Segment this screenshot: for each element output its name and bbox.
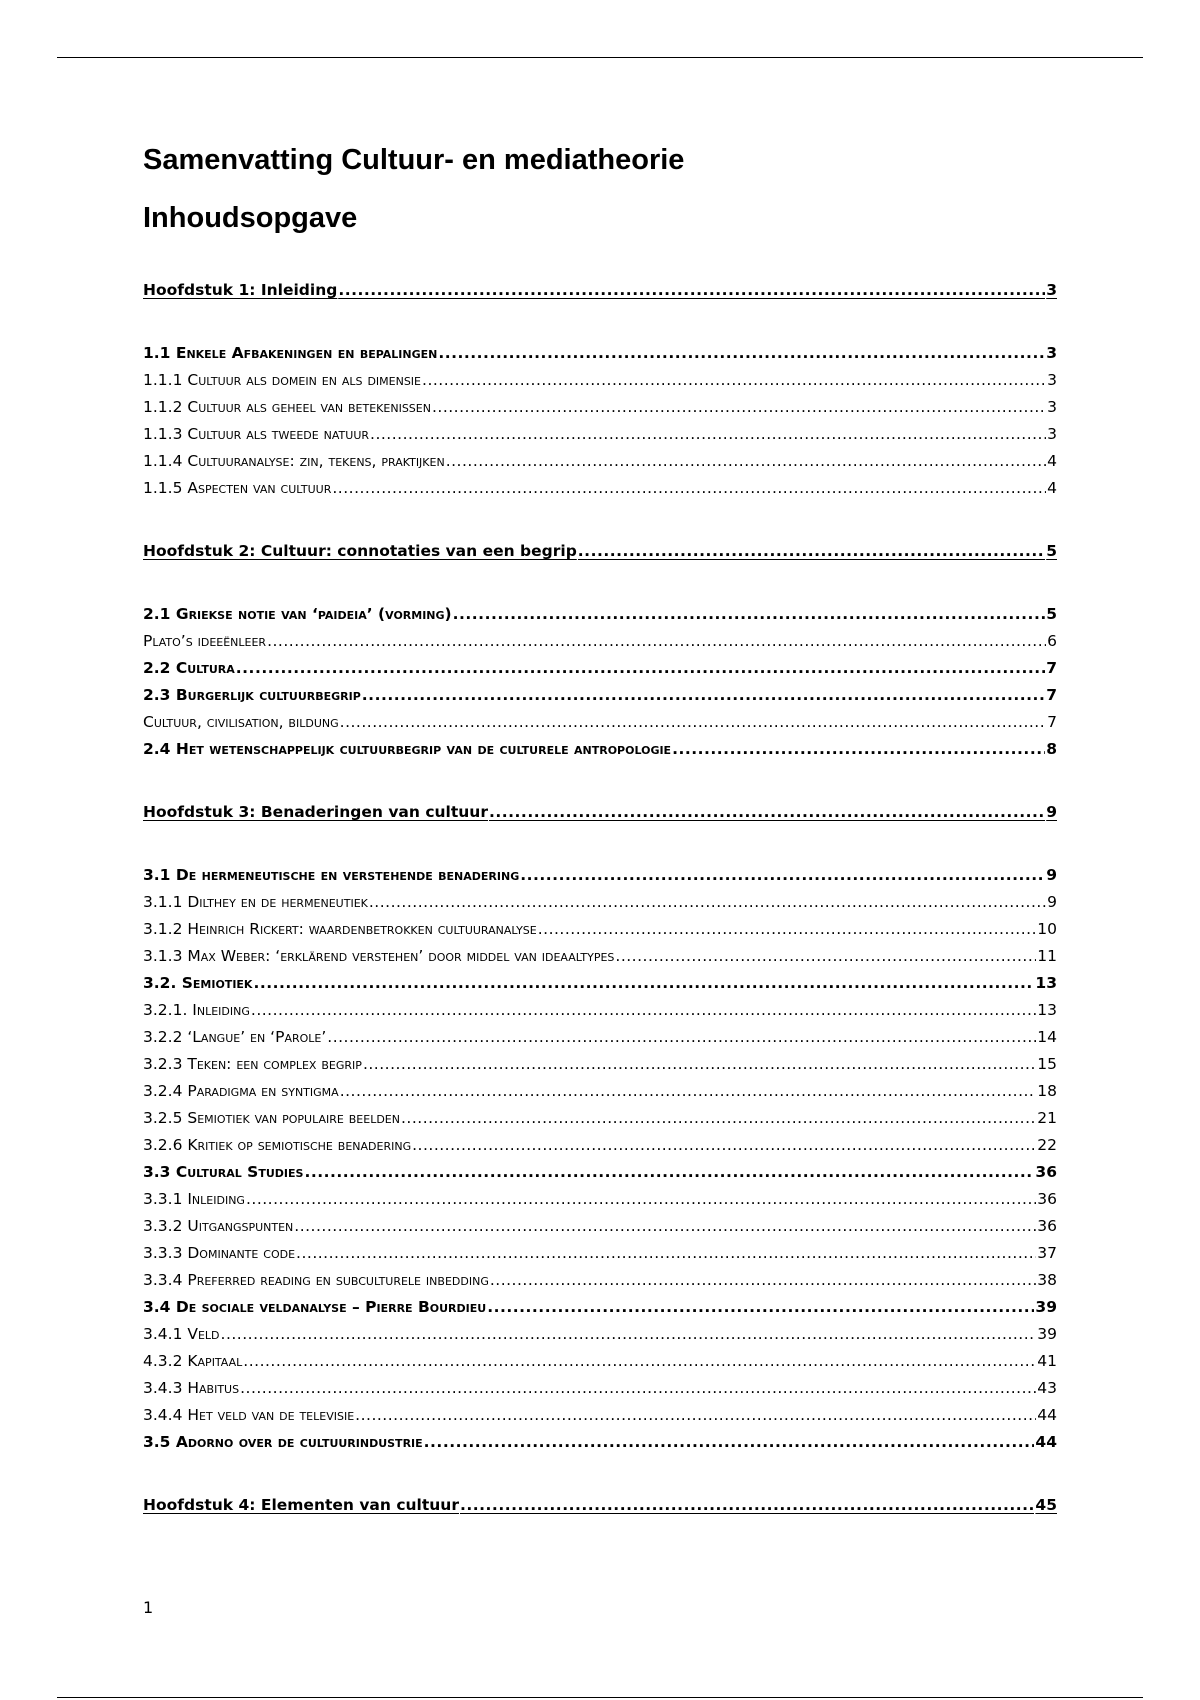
toc-leader-dots (221, 1321, 1037, 1348)
toc-subsection-entry[interactable] (143, 475, 1057, 502)
toc-entry-page: 38 (1037, 1271, 1057, 1289)
toc-entry-page: 4 (1047, 452, 1057, 470)
toc-leader-dots (615, 943, 1036, 970)
toc-subsection-entry[interactable] (143, 394, 1057, 421)
toc-subsection-entry[interactable] (143, 1402, 1057, 1429)
toc-entry-page: 15 (1037, 1055, 1057, 1073)
toc-entry-label: 3.3 Cultural Studies (143, 1163, 304, 1181)
toc-entry-label: Hoofdstuk 3: Benaderingen van cultuur (143, 803, 488, 821)
toc-leader-dots (362, 682, 1045, 709)
toc-entry-label: 3.3.2 Uitgangspunten (143, 1217, 294, 1235)
toc-entry-label: 3.2.1. Inleiding (143, 1001, 250, 1019)
toc-entry-page: 13 (1037, 1001, 1057, 1019)
toc-leader-dots (453, 601, 1046, 628)
toc-subsection-entry[interactable] (143, 1213, 1057, 1240)
toc-leader-dots (520, 862, 1045, 889)
toc-section-entry[interactable] (143, 682, 1057, 709)
toc-subsection-entry[interactable] (143, 889, 1057, 916)
toc-subsection-entry[interactable] (143, 997, 1057, 1024)
toc-entry-label: 3.5 Adorno over de cultuurindustrie (143, 1433, 423, 1451)
toc-section-entry[interactable] (143, 970, 1057, 997)
toc-leader-dots (340, 709, 1046, 736)
toc-entry-label: 3.3.1 Inleiding (143, 1190, 245, 1208)
toc-entry-label: 1.1.1 Cultuur als domein en als dimensie (143, 371, 422, 389)
toc-subsection-entry[interactable] (143, 421, 1057, 448)
toc-leader-dots (338, 277, 1045, 304)
page-number: 1 (143, 1598, 154, 1617)
toc-leader-dots (370, 421, 1046, 448)
toc-leader-dots (422, 367, 1046, 394)
toc-entry-label: Hoofdstuk 1: Inleiding (143, 281, 338, 299)
toc-leader-dots (340, 1078, 1037, 1105)
toc-subsection-entry[interactable] (143, 709, 1057, 736)
toc-entry-page: 8 (1046, 740, 1057, 758)
toc-entry-page: 36 (1035, 1163, 1057, 1181)
toc-leader-dots (432, 394, 1046, 421)
toc-section-entry[interactable] (143, 340, 1057, 367)
toc-entry-page: 36 (1037, 1217, 1057, 1235)
toc-subsection-entry[interactable] (143, 1240, 1057, 1267)
toc-entry-page: 3 (1047, 425, 1057, 443)
toc-entry-page: 3 (1046, 281, 1057, 299)
toc-entry-label: Hoofdstuk 4: Elementen van cultuur (143, 1496, 459, 1514)
toc-leader-dots (487, 1294, 1034, 1321)
toc-entry-label: 3.3.4 Preferred reading en subculturele inbedding (143, 1271, 489, 1289)
toc-entry-label: 3.4 De sociale veldanalyse – Pierre Bourdieu (143, 1298, 487, 1316)
toc-entry-page: 39 (1035, 1298, 1057, 1316)
toc-entry-label: 3.4.1 Veld (143, 1325, 220, 1343)
toc-entry-page: 7 (1047, 713, 1057, 731)
toc-leader-dots (578, 538, 1045, 565)
toc-entry-label: 3.2.5 Semiotiek van populaire beelden (143, 1109, 400, 1127)
toc-entry-page: 3 (1046, 344, 1057, 362)
toc-leader-dots (296, 1240, 1036, 1267)
toc-entry-page: 14 (1037, 1028, 1057, 1046)
toc-chapter-entry[interactable] (143, 1492, 1057, 1519)
toc-subsection-entry[interactable] (143, 448, 1057, 475)
toc-leader-dots (672, 736, 1045, 763)
toc-entry-page: 44 (1035, 1433, 1057, 1451)
top-rule (57, 57, 1143, 58)
toc-section-entry[interactable] (143, 862, 1057, 889)
toc-subsection-entry[interactable] (143, 1132, 1057, 1159)
toc-leader-dots (424, 1429, 1035, 1456)
toc-leader-dots (294, 1213, 1036, 1240)
toc-leader-dots (490, 1267, 1036, 1294)
toc-section-entry[interactable] (143, 736, 1057, 763)
toc-leader-dots (489, 799, 1045, 826)
toc-entry-page: 18 (1037, 1082, 1057, 1100)
toc-subsection-entry[interactable] (143, 943, 1057, 970)
toc-leader-dots (304, 1159, 1034, 1186)
toc-entry-label: 1.1 Enkele Afbakeningen en bepalingen (143, 344, 438, 362)
toc-leader-dots (251, 997, 1036, 1024)
toc-subsection-entry[interactable] (143, 916, 1057, 943)
toc-subsection-entry[interactable] (143, 1375, 1057, 1402)
toc-subsection-entry[interactable] (143, 1024, 1057, 1051)
toc-leader-dots (363, 1051, 1036, 1078)
toc-leader-dots (240, 1375, 1036, 1402)
toc-heading: Inhoudsopgave (143, 202, 358, 234)
toc-entry-page: 21 (1037, 1109, 1057, 1127)
toc-section-entry[interactable] (143, 601, 1057, 628)
toc-entry-page: 7 (1046, 659, 1057, 677)
toc-entry-page: 9 (1047, 893, 1057, 911)
toc-entry-label: 3.1.2 Heinrich Rickert: waardenbetrokken cultuuranalyse (143, 920, 537, 938)
toc-chapter-entry[interactable] (143, 277, 1057, 304)
toc-entry-label: 1.1.2 Cultuur als geheel van betekenissen (143, 398, 431, 416)
toc-entry-page: 43 (1037, 1379, 1057, 1397)
toc-entry-page: 9 (1046, 803, 1057, 821)
toc-leader-dots (236, 655, 1045, 682)
toc-leader-dots (401, 1105, 1036, 1132)
table-of-contents (143, 277, 1057, 1519)
toc-subsection-entry[interactable] (143, 1267, 1057, 1294)
toc-entry-page: 5 (1046, 605, 1057, 623)
toc-subsection-entry[interactable] (143, 367, 1057, 394)
toc-entry-label: 3.2. Semiotiek (143, 974, 253, 992)
toc-leader-dots (460, 1492, 1034, 1519)
toc-entry-page: 22 (1037, 1136, 1057, 1154)
toc-entry-label: 3.2.6 Kritiek op semiotische benadering (143, 1136, 412, 1154)
toc-chapter-entry[interactable] (143, 538, 1057, 565)
document-title: Samenvatting Cultuur- en mediatheorie (143, 144, 685, 176)
toc-entry-label: 3.1.1 Dilthey en de hermeneutiek (143, 893, 368, 911)
toc-leader-dots (446, 448, 1046, 475)
toc-leader-dots (355, 1402, 1036, 1429)
toc-entry-label: 3.3.3 Dominante code (143, 1244, 296, 1262)
toc-entry-page: 44 (1037, 1406, 1057, 1424)
toc-leader-dots (369, 889, 1046, 916)
toc-leader-dots (267, 628, 1046, 655)
toc-leader-dots (246, 1186, 1036, 1213)
toc-entry-label: Hoofdstuk 2: Cultuur: connotaties van een begrip (143, 542, 577, 560)
toc-entry-label: 1.1.5 Aspecten van cultuur (143, 479, 332, 497)
toc-entry-label: 2.1 Griekse notie van ‘paideia’ (vorming) (143, 605, 452, 623)
toc-entry-page: 37 (1037, 1244, 1057, 1262)
toc-section-entry[interactable] (143, 655, 1057, 682)
toc-entry-label: Cultuur, civilisation, bildung (143, 713, 339, 731)
toc-entry-label: Plato’s ideeënleer (143, 632, 267, 650)
toc-entry-label: 3.2.2 ‘Langue’ en ‘Parole’ (143, 1028, 327, 1046)
toc-leader-dots (332, 475, 1046, 502)
toc-leader-dots (327, 1024, 1036, 1051)
toc-entry-label: 1.1.3 Cultuur als tweede natuur (143, 425, 370, 443)
toc-subsection-entry[interactable] (143, 628, 1057, 655)
toc-entry-page: 36 (1037, 1190, 1057, 1208)
toc-entry-page: 39 (1037, 1325, 1057, 1343)
toc-subsection-entry[interactable] (143, 1186, 1057, 1213)
toc-entry-page: 11 (1037, 947, 1057, 965)
toc-leader-dots (253, 970, 1034, 997)
toc-entry-page: 5 (1046, 542, 1057, 560)
toc-entry-page: 9 (1046, 866, 1057, 884)
toc-entry-label: 3.2.3 Teken: een complex begrip (143, 1055, 362, 1073)
toc-entry-label: 3.1 De hermeneutische en verstehende benadering (143, 866, 520, 884)
toc-entry-page: 3 (1047, 398, 1057, 416)
toc-entry-label: 2.4 Het wetenschappelijk cultuurbegrip van de culturele antropologie (143, 740, 672, 758)
toc-entry-label: 3.4.3 Habitus (143, 1379, 240, 1397)
bottom-rule (57, 1697, 1143, 1698)
toc-entry-page: 13 (1035, 974, 1057, 992)
toc-subsection-entry[interactable] (143, 1321, 1057, 1348)
toc-entry-label: 2.3 Burgerlijk cultuurbegrip (143, 686, 361, 704)
toc-entry-page: 3 (1047, 371, 1057, 389)
toc-section-entry[interactable] (143, 1159, 1057, 1186)
toc-entry-label: 3.2.4 Paradigma en syntigma (143, 1082, 339, 1100)
toc-entry-page: 4 (1047, 479, 1057, 497)
toc-leader-dots (243, 1348, 1036, 1375)
toc-subsection-entry[interactable] (143, 1051, 1057, 1078)
toc-section-entry[interactable] (143, 1294, 1057, 1321)
toc-entry-label: 4.3.2 Kapitaal (143, 1352, 243, 1370)
toc-leader-dots (538, 916, 1037, 943)
toc-subsection-entry[interactable] (143, 1348, 1057, 1375)
toc-entry-page: 41 (1037, 1352, 1057, 1370)
toc-subsection-entry[interactable] (143, 1078, 1057, 1105)
toc-entry-page: 10 (1037, 920, 1057, 938)
toc-entry-page: 6 (1047, 632, 1057, 650)
toc-chapter-entry[interactable] (143, 799, 1057, 826)
toc-section-entry[interactable] (143, 1429, 1057, 1456)
toc-entry-page: 7 (1046, 686, 1057, 704)
toc-leader-dots (438, 340, 1045, 367)
toc-leader-dots (412, 1132, 1036, 1159)
toc-entry-label: 3.1.3 Max Weber: ‘erklärend verstehen’ door middel van ideaaltypes (143, 947, 615, 965)
toc-subsection-entry[interactable] (143, 1105, 1057, 1132)
toc-entry-label: 3.4.4 Het veld van de televisie (143, 1406, 355, 1424)
toc-entry-label: 2.2 Cultura (143, 659, 235, 677)
toc-entry-page: 45 (1035, 1496, 1057, 1514)
toc-entry-label: 1.1.4 Cultuuranalyse: zin, tekens, praktijken (143, 452, 445, 470)
